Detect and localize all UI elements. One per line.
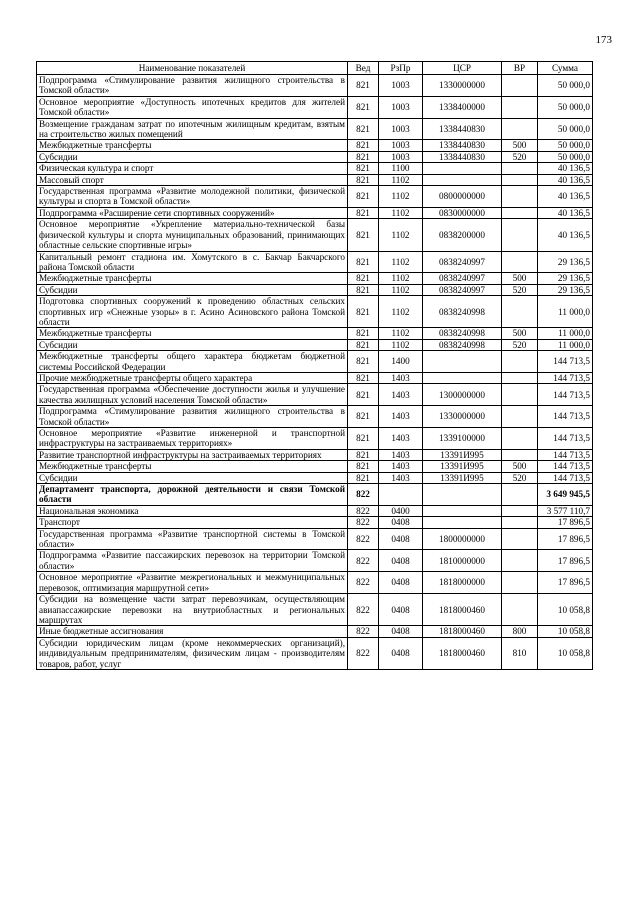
row-sum: 29 136,5 xyxy=(538,284,593,295)
row-csr: 0838240997 xyxy=(423,273,502,284)
row-ved: 821 xyxy=(348,284,379,295)
row-ved: 821 xyxy=(348,339,379,350)
table-row xyxy=(37,406,593,428)
row-sum: 40 136,5 xyxy=(538,174,593,185)
row-rzpr: 0408 xyxy=(379,637,423,669)
table-row xyxy=(37,517,593,528)
row-csr: 13391И995 xyxy=(423,449,502,460)
row-name: Национальная экономика xyxy=(37,505,348,516)
row-name: Субсидии xyxy=(37,339,348,350)
row-csr: 0800000000 xyxy=(423,186,502,208)
row-sum: 10 058,8 xyxy=(538,594,593,626)
row-sum: 17 896,5 xyxy=(538,517,593,528)
row-csr: 0830000000 xyxy=(423,207,502,218)
row-csr: 1330000000 xyxy=(423,406,502,428)
row-vr xyxy=(502,118,538,140)
row-csr: 1810000000 xyxy=(423,550,502,572)
budget-table xyxy=(36,61,593,670)
row-name: Межбюджетные трансферты xyxy=(37,140,348,151)
row-csr: 1330000000 xyxy=(423,75,502,97)
row-rzpr: 1102 xyxy=(379,251,423,273)
table-row xyxy=(37,384,593,406)
row-vr xyxy=(502,528,538,550)
row-ved: 821 xyxy=(348,219,379,251)
row-sum: 144 713,5 xyxy=(538,384,593,406)
row-name: Подпрограмма «Расширение сети спортивных сооружений» xyxy=(37,207,348,218)
row-vr: 520 xyxy=(502,151,538,162)
row-name: Субсидии xyxy=(37,472,348,483)
row-csr: 0838200000 xyxy=(423,219,502,251)
row-ved: 822 xyxy=(348,594,379,626)
header-csr: ЦСР xyxy=(423,62,502,75)
row-vr xyxy=(502,251,538,273)
table-row xyxy=(37,472,593,483)
row-sum: 144 713,5 xyxy=(538,461,593,472)
row-ved: 821 xyxy=(348,207,379,218)
row-vr xyxy=(502,219,538,251)
table-row xyxy=(37,296,593,328)
row-rzpr: 0400 xyxy=(379,505,423,516)
row-sum: 50 000,0 xyxy=(538,140,593,151)
row-name: Подпрограмма «Развитие пассажирских перевозок на территории Томской области» xyxy=(37,550,348,572)
row-rzpr xyxy=(379,484,423,506)
row-name: Основное мероприятие «Развитие межрегиональных и межмуниципальных перевозок, оптимизация маршрутной сети» xyxy=(37,572,348,594)
table-row xyxy=(37,372,593,383)
row-rzpr: 1403 xyxy=(379,428,423,450)
table-header-row xyxy=(37,62,593,75)
row-name: Возмещение гражданам затрат по ипотечным жилищным кредитам, взятым на строительство жилых помещений xyxy=(37,118,348,140)
table-row xyxy=(37,528,593,550)
row-sum: 50 000,0 xyxy=(538,151,593,162)
row-vr: 800 xyxy=(502,626,538,637)
row-sum: 144 713,5 xyxy=(538,428,593,450)
row-csr: 1339100000 xyxy=(423,428,502,450)
table-row xyxy=(37,626,593,637)
row-rzpr: 0408 xyxy=(379,572,423,594)
row-sum: 144 713,5 xyxy=(538,449,593,460)
row-name: Субсидии юридическим лицам (кроме некоммерческих организаций), индивидуальным предпринимателям, физическим лицам - производителям товаров, работ, услуг xyxy=(37,637,348,669)
row-sum: 11 000,0 xyxy=(538,328,593,339)
row-sum: 50 000,0 xyxy=(538,96,593,118)
row-rzpr: 1102 xyxy=(379,339,423,350)
row-vr xyxy=(502,296,538,328)
row-vr xyxy=(502,550,538,572)
row-csr: 0838240997 xyxy=(423,284,502,295)
row-csr: 1818000460 xyxy=(423,594,502,626)
row-name: Межбюджетные трансферты xyxy=(37,328,348,339)
row-ved: 821 xyxy=(348,372,379,383)
table-row xyxy=(37,207,593,218)
row-ved: 821 xyxy=(348,75,379,97)
row-rzpr: 1102 xyxy=(379,296,423,328)
row-vr xyxy=(502,505,538,516)
row-name: Основное мероприятие «Развитие инженерной и транспортной инфраструктуры на застраиваемых территориях» xyxy=(37,428,348,450)
table-row xyxy=(37,219,593,251)
row-vr xyxy=(502,207,538,218)
row-name: Субсидии xyxy=(37,284,348,295)
row-rzpr: 1003 xyxy=(379,118,423,140)
row-vr xyxy=(502,163,538,174)
row-csr: 0838240997 xyxy=(423,251,502,273)
row-vr xyxy=(502,428,538,450)
row-ved: 821 xyxy=(348,449,379,460)
row-vr xyxy=(502,484,538,506)
row-sum: 144 713,5 xyxy=(538,351,593,373)
row-rzpr: 1003 xyxy=(379,140,423,151)
row-csr: 1818000000 xyxy=(423,572,502,594)
row-sum: 144 713,5 xyxy=(538,472,593,483)
row-sum: 40 136,5 xyxy=(538,207,593,218)
row-rzpr: 1102 xyxy=(379,207,423,218)
row-sum: 10 058,8 xyxy=(538,637,593,669)
row-ved: 821 xyxy=(348,328,379,339)
table-row xyxy=(37,186,593,208)
row-csr: 1338440830 xyxy=(423,118,502,140)
table-row xyxy=(37,449,593,460)
table-row xyxy=(37,75,593,97)
row-rzpr: 1102 xyxy=(379,174,423,185)
table-row xyxy=(37,284,593,295)
row-sum: 3 577 110,7 xyxy=(538,505,593,516)
header-vr: ВР xyxy=(502,62,538,75)
row-ved: 822 xyxy=(348,626,379,637)
row-rzpr: 1403 xyxy=(379,472,423,483)
row-ved: 821 xyxy=(348,186,379,208)
row-name: Прочие межбюджетные трансферты общего характера xyxy=(37,372,348,383)
row-csr: 1300000000 xyxy=(423,384,502,406)
row-name: Подготовка спортивных сооружений к проведению областных сельских спортивных игр «Снежные узоры» в г. Асино Асиновского района Томской области xyxy=(37,296,348,328)
row-name: Подпрограмма «Стимулирование развития жилищного строительства в Томской области» xyxy=(37,406,348,428)
table-row xyxy=(37,484,593,506)
row-vr: 520 xyxy=(502,284,538,295)
row-rzpr: 0408 xyxy=(379,626,423,637)
row-csr xyxy=(423,517,502,528)
row-sum: 40 136,5 xyxy=(538,163,593,174)
row-name: Государственная программа «Развитие транспортной системы в Томской области» xyxy=(37,528,348,550)
row-ved: 821 xyxy=(348,151,379,162)
row-name: Государственная программа «Обеспечение доступности жилья и улучшение качества жилищных условий населения Томской области» xyxy=(37,384,348,406)
row-rzpr: 1403 xyxy=(379,406,423,428)
row-csr: 1818000460 xyxy=(423,626,502,637)
row-ved: 822 xyxy=(348,637,379,669)
row-vr: 500 xyxy=(502,461,538,472)
table-row xyxy=(37,351,593,373)
table-row xyxy=(37,328,593,339)
row-name: Департамент транспорта, дорожной деятельности и связи Томской области xyxy=(37,484,348,506)
row-csr xyxy=(423,163,502,174)
table-row xyxy=(37,594,593,626)
row-vr xyxy=(502,372,538,383)
table-row xyxy=(37,461,593,472)
row-sum: 50 000,0 xyxy=(538,75,593,97)
row-ved: 821 xyxy=(348,296,379,328)
row-csr xyxy=(423,372,502,383)
header-sum: Сумма xyxy=(538,62,593,75)
row-name: Межбюджетные трансферты общего характера бюджетам бюджетной системы Российской Федерации xyxy=(37,351,348,373)
row-sum: 11 000,0 xyxy=(538,339,593,350)
row-sum: 17 896,5 xyxy=(538,572,593,594)
row-ved: 822 xyxy=(348,484,379,506)
row-name: Субсидии xyxy=(37,151,348,162)
row-sum: 40 136,5 xyxy=(538,219,593,251)
table-row xyxy=(37,118,593,140)
row-rzpr: 0408 xyxy=(379,550,423,572)
row-vr xyxy=(502,351,538,373)
row-vr xyxy=(502,174,538,185)
row-sum: 29 136,5 xyxy=(538,273,593,284)
header-name: Наименование показателей xyxy=(37,62,348,75)
row-rzpr: 0408 xyxy=(379,517,423,528)
row-csr xyxy=(423,505,502,516)
row-sum: 29 136,5 xyxy=(538,251,593,273)
row-csr: 1338400000 xyxy=(423,96,502,118)
row-sum: 3 649 945,5 xyxy=(538,484,593,506)
row-csr: 13391И995 xyxy=(423,472,502,483)
table-row xyxy=(37,550,593,572)
row-rzpr: 1100 xyxy=(379,163,423,174)
row-ved: 822 xyxy=(348,550,379,572)
row-ved: 821 xyxy=(348,174,379,185)
row-rzpr: 1003 xyxy=(379,96,423,118)
row-vr xyxy=(502,594,538,626)
table-row xyxy=(37,428,593,450)
table-row xyxy=(37,251,593,273)
table-row xyxy=(37,174,593,185)
row-rzpr: 1403 xyxy=(379,461,423,472)
row-name: Массовый спорт xyxy=(37,174,348,185)
row-vr xyxy=(502,406,538,428)
row-vr: 500 xyxy=(502,273,538,284)
table-row xyxy=(37,140,593,151)
row-rzpr: 1403 xyxy=(379,384,423,406)
row-vr: 520 xyxy=(502,472,538,483)
row-rzpr: 1003 xyxy=(379,75,423,97)
row-rzpr: 1403 xyxy=(379,449,423,460)
row-csr: 1338440830 xyxy=(423,140,502,151)
table-row xyxy=(37,637,593,669)
row-rzpr: 0408 xyxy=(379,528,423,550)
row-name: Развитие транспортной инфраструктуры на застраиваемых территориях xyxy=(37,449,348,460)
row-vr xyxy=(502,449,538,460)
row-ved: 821 xyxy=(348,384,379,406)
row-rzpr: 1102 xyxy=(379,328,423,339)
row-rzpr: 1003 xyxy=(379,151,423,162)
row-name: Основное мероприятие «Укрепление материально-технической базы физической культуры и спорта муниципальных образований, принимающих областные сельские спортивные игры» xyxy=(37,219,348,251)
row-vr: 520 xyxy=(502,339,538,350)
row-sum: 144 713,5 xyxy=(538,406,593,428)
row-sum: 144 713,5 xyxy=(538,372,593,383)
row-name: Межбюджетные трансферты xyxy=(37,461,348,472)
table-row xyxy=(37,163,593,174)
table-body xyxy=(37,75,593,670)
row-ved: 821 xyxy=(348,251,379,273)
row-rzpr: 1403 xyxy=(379,372,423,383)
header-ved: Вед xyxy=(348,62,379,75)
row-name: Физическая культура и спорт xyxy=(37,163,348,174)
row-vr: 500 xyxy=(502,328,538,339)
row-ved: 821 xyxy=(348,273,379,284)
table-row xyxy=(37,505,593,516)
row-csr xyxy=(423,174,502,185)
row-ved: 821 xyxy=(348,140,379,151)
row-name: Основное мероприятие «Доступность ипотечных кредитов для жителей Томской области» xyxy=(37,96,348,118)
row-vr: 810 xyxy=(502,637,538,669)
row-rzpr: 1102 xyxy=(379,186,423,208)
row-csr xyxy=(423,484,502,506)
header-rzpr: РзПр xyxy=(379,62,423,75)
row-rzpr: 1400 xyxy=(379,351,423,373)
row-name: Подпрограмма «Стимулирование развития жилищного строительства в Томской области» xyxy=(37,75,348,97)
row-vr xyxy=(502,384,538,406)
row-ved: 822 xyxy=(348,517,379,528)
row-ved: 822 xyxy=(348,528,379,550)
row-csr: 0838240998 xyxy=(423,339,502,350)
row-csr: 0838240998 xyxy=(423,296,502,328)
row-csr: 1800000000 xyxy=(423,528,502,550)
row-name: Транспорт xyxy=(37,517,348,528)
row-rzpr: 1102 xyxy=(379,273,423,284)
row-ved: 821 xyxy=(348,406,379,428)
row-sum: 11 000,0 xyxy=(538,296,593,328)
row-rzpr: 1102 xyxy=(379,219,423,251)
row-ved: 822 xyxy=(348,505,379,516)
row-name: Межбюджетные трансферты xyxy=(37,273,348,284)
row-csr: 1338440830 xyxy=(423,151,502,162)
row-name: Субсидии на возмещение части затрат перевозчикам, осуществляющим авиапассажирские перевозки на внутриобластных и региональных маршрутах xyxy=(37,594,348,626)
table-row xyxy=(37,339,593,350)
table-row xyxy=(37,96,593,118)
row-vr xyxy=(502,572,538,594)
row-csr: 0838240998 xyxy=(423,328,502,339)
row-sum: 17 896,5 xyxy=(538,528,593,550)
row-ved: 821 xyxy=(348,163,379,174)
row-rzpr: 1102 xyxy=(379,284,423,295)
row-ved: 821 xyxy=(348,428,379,450)
row-sum: 50 000,0 xyxy=(538,118,593,140)
row-vr: 500 xyxy=(502,140,538,151)
row-ved: 821 xyxy=(348,351,379,373)
row-name: Государственная программа «Развитие молодежной политики, физической культуры и спорта в Томской области» xyxy=(37,186,348,208)
table-row xyxy=(37,151,593,162)
row-csr: 1818000460 xyxy=(423,637,502,669)
row-sum: 17 896,5 xyxy=(538,550,593,572)
row-vr xyxy=(502,517,538,528)
row-name: Иные бюджетные ассигнования xyxy=(37,626,348,637)
table-row xyxy=(37,273,593,284)
table-row xyxy=(37,572,593,594)
row-ved: 821 xyxy=(348,118,379,140)
row-ved: 821 xyxy=(348,461,379,472)
page-number: 173 xyxy=(595,34,612,46)
row-sum: 40 136,5 xyxy=(538,186,593,208)
row-rzpr: 0408 xyxy=(379,594,423,626)
row-vr xyxy=(502,96,538,118)
row-ved: 821 xyxy=(348,96,379,118)
row-csr: 13391И995 xyxy=(423,461,502,472)
row-name: Капитальный ремонт стадиона им. Хомутского в с. Бакчар Бакчарского района Томской области xyxy=(37,251,348,273)
row-ved: 822 xyxy=(348,572,379,594)
row-vr xyxy=(502,186,538,208)
row-vr xyxy=(502,75,538,97)
row-csr xyxy=(423,351,502,373)
row-sum: 10 058,8 xyxy=(538,626,593,637)
row-ved: 821 xyxy=(348,472,379,483)
